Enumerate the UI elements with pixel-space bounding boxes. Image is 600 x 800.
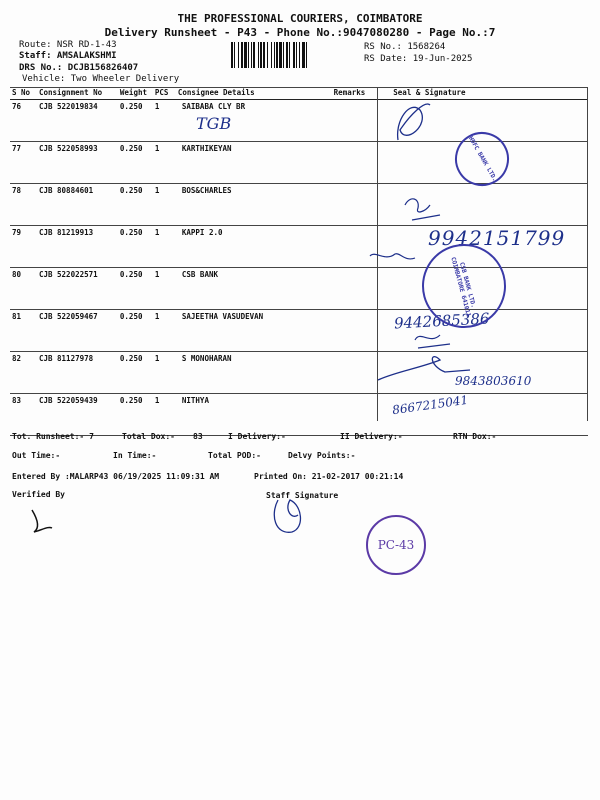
weight-cell: 0.250 — [118, 100, 153, 142]
col-weight: Weight — [118, 88, 153, 100]
in-time: In Time:- — [113, 451, 157, 460]
rtn-dox: RTN Dox:- — [453, 432, 497, 441]
tot-runsheet: Tot. Runsheet:- 7 — [12, 432, 94, 441]
weight-cell: 0.250 — [118, 226, 153, 268]
csb-bank-stamp: CSB BANK LTD. COIMBATORE 641011 — [413, 235, 516, 338]
weight-cell: 0.250 — [118, 268, 153, 310]
sno-cell: 76 — [10, 100, 37, 142]
weight-cell: 0.250 — [118, 394, 153, 436]
consignment-cell: CJB 522022571 — [37, 268, 118, 310]
consignee-cell: CSB BANK — [176, 268, 332, 310]
sno-cell: 80 — [10, 268, 37, 310]
weight-cell: 0.250 — [118, 142, 153, 184]
consignee-cell: SAJEETHA VASUDEVAN — [176, 310, 332, 352]
vehicle-label: Vehicle: Two Wheeler Delivery — [22, 74, 180, 84]
consignment-cell: CJB 522058993 — [37, 142, 118, 184]
staff-signature: Staff Signature — [266, 491, 339, 500]
sno-cell: 81 — [10, 310, 37, 352]
pcs-cell: 1 — [153, 310, 176, 352]
total-pod: Total POD:- — [208, 451, 261, 460]
sno-cell: 79 — [10, 226, 37, 268]
handwritten-initials: TGB — [196, 114, 232, 133]
sno-cell: 78 — [10, 184, 37, 226]
total-dox-value: 83 — [193, 432, 203, 441]
drs-number: DRS No.: DCJB156826407 — [19, 63, 139, 73]
pc-stamp: PC-43 — [366, 515, 426, 575]
consignment-cell: CJB 522059439 — [37, 394, 118, 436]
ii-delivery: II Delivery:- — [340, 432, 403, 441]
rs-date: RS Date: 19-Jun-2025 — [364, 54, 473, 64]
consignment-cell: CJB 80884601 — [37, 184, 118, 226]
staff-label: Staff: AMSALAKSHMI — [19, 51, 117, 61]
total-dox-label: Total Dox:- — [122, 432, 175, 441]
sno-cell: 77 — [10, 142, 37, 184]
col-remarks: Remarks — [332, 88, 368, 100]
printed-on: Printed On: 21-02-2017 00:21:14 — [254, 472, 404, 481]
entered-by: Entered By :MALARP43 06/19/2025 11:09:31 AM — [12, 472, 220, 481]
pcs-cell: 1 — [153, 100, 176, 142]
runsheet-subtitle: Delivery Runsheet - P43 - Phone No.:9047080280 - Page No.:7 — [104, 26, 496, 39]
col-pcs: PCS — [153, 88, 176, 100]
col-sno: S No — [10, 88, 37, 100]
weight-cell: 0.250 — [118, 184, 153, 226]
handwritten-phone: 9843803610 — [455, 374, 532, 388]
consignee-cell: S MONOHARAN — [176, 352, 332, 394]
verified-by: Verified By — [12, 490, 65, 499]
hdfc-bank-stamp: HDFC BANK LTD. — [445, 122, 519, 196]
pcs-cell: 1 — [153, 226, 176, 268]
pcs-cell: 1 — [153, 352, 176, 394]
pcs-cell: 1 — [153, 184, 176, 226]
handwritten-phone: 9442685386 — [393, 309, 490, 333]
consignment-cell: CJB 522059467 — [37, 310, 118, 352]
sno-cell: 83 — [10, 394, 37, 436]
col-consignment: Consignment No — [37, 88, 118, 100]
handwritten-phone: 9942151799 — [428, 226, 566, 250]
route-label: Route: NSR RD-1-43 — [19, 40, 117, 50]
pcs-cell: 1 — [153, 394, 176, 436]
consignee-cell: NITHYA — [176, 394, 332, 436]
consignment-cell: CJB 522019834 — [37, 100, 118, 142]
rs-number: RS No.: 1568264 — [364, 42, 446, 52]
consignee-cell: SAIBABA CLY BR — [176, 100, 332, 142]
consignment-cell: CJB 81219913 — [37, 226, 118, 268]
weight-cell: 0.250 — [118, 310, 153, 352]
handwritten-phone: 8667215041 — [391, 392, 469, 418]
sno-cell: 82 — [10, 352, 37, 394]
col-seal: Seal & Signature — [367, 88, 588, 100]
consignee-cell: BOS&CHARLES — [176, 184, 332, 226]
consignment-cell: CJB 81127978 — [37, 352, 118, 394]
out-time: Out Time:- — [12, 451, 61, 460]
consignee-cell: KAPPI 2.0 — [176, 226, 332, 268]
i-delivery: I Delivery:- — [228, 432, 286, 441]
weight-cell: 0.250 — [118, 352, 153, 394]
delvy-points: Delvy Points:- — [288, 451, 356, 460]
pcs-cell: 1 — [153, 268, 176, 310]
pcs-cell: 1 — [153, 142, 176, 184]
consignee-cell: KARTHIKEYAN — [176, 142, 332, 184]
col-consignee: Consignee Details — [176, 88, 332, 100]
company-title: THE PROFESSIONAL COURIERS, COIMBATORE — [177, 12, 423, 25]
